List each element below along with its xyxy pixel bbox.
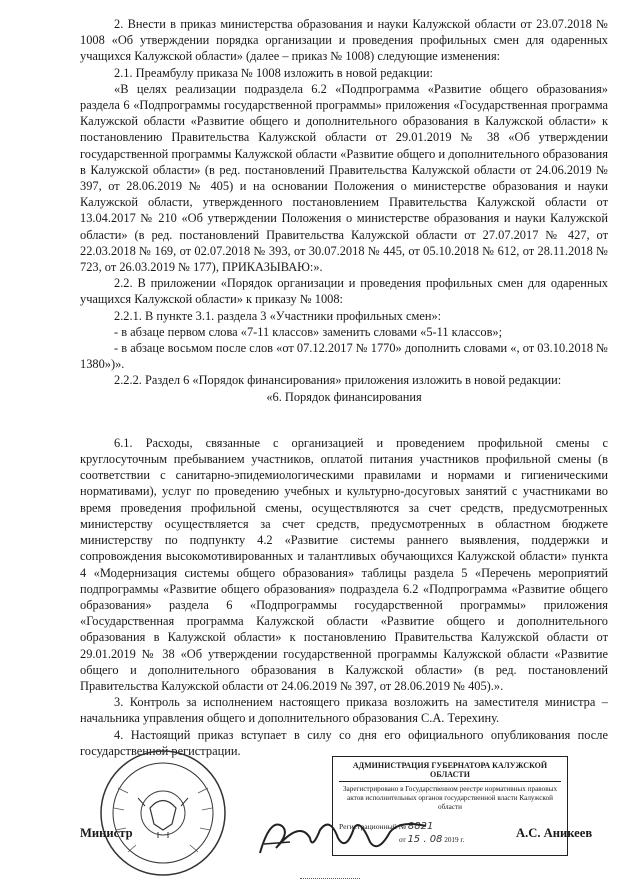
paragraph: 2. Внести в приказ министерства образования и науки Калужской области от 23.07.2018 № 1008 «Об утверждении порядка организации и проведения профильных смен для одаренных учащихся Калужской области» (далее – приказ № 1008) следующие изменения: [80, 17, 608, 64]
stamp-date-value: 15 . 08 [407, 834, 443, 845]
handwritten-signature [250, 808, 443, 868]
paragraph: - в абзаце первом слова «7-11 классов» заменить словами «5-11 классов»; [114, 324, 503, 339]
paragraph: «6. Порядок финансирования [266, 389, 422, 404]
stamp-date-prefix: от [399, 836, 406, 844]
stamp-body: Зарегистрировано в Государственном реестре нормативных правовых актов исполнительных органов государственной власти Калужской области [342, 785, 558, 811]
paragraph: 2.1. Преамбулу приказа № 1008 изложить в новой редакции: [114, 65, 433, 80]
paragraph-spacer [80, 405, 608, 435]
stamp-reg-number: 8821 [407, 821, 434, 832]
stamp-reg-label: Регистрационный № [339, 822, 406, 831]
paragraph: 2.2.1. В пункте 3.1. раздела 3 «Участники профильных смен»: [114, 308, 442, 323]
paragraph: «В целях реализации подраздела 6.2 «Подпрограмма «Развитие общего образования» раздела 6 «Подпрограммы государственной программы» приложения «Государственная программа Калужской области «Развитие общего и дополнительного образования в Калужской области» к постановлению Правительства Калужской области от 29.01.2019 № 38 «Об утверждении государственной программы Калужской области «Развитие общего и дополнительного образования в Калужской области» (в ред. постановлений Правительства Калужской области от 24.06.2019 № 397, от 28.06.2019 № 405) и на основании Положения о министерстве образования и науки Калужской области, утвержденного постановлением Правительства Калужской области от 13.04.2017 № 210 «Об утверждении Положения о министерстве образования и науки Калужской области» (в ред. постановлений Правительства Калужской области от 27.07.2017 № 427, от 22.03.2018 № 169, от 02.07.2018 № 393, от 30.07.2018 № 445, от 05.10.2018 № 612, от 28.11.2018 № 723, от 26.03.2019 № 177), ПРИКАЗЫВАЮ:». [80, 81, 608, 275]
paragraph: - в абзаце восьмом после слов «от 07.12.2017 № 1770» дополнить словами «, от 03.10.2018 № 1380»)». [80, 341, 608, 372]
document-body [80, 16, 608, 759]
official-seal [98, 748, 228, 878]
footer-divider [300, 878, 360, 879]
stamp-header: АДМИНИСТРАЦИЯ ГУБЕРНАТОРА КАЛУЖСКОЙ ОБЛАСТИ [339, 761, 561, 782]
stamp-date-year: 2019 г. [444, 836, 465, 844]
signer-name: А.С. Аникеев [516, 826, 593, 840]
paragraph: 4. Настоящий приказ вступает в силу со дня его официального опубликования после государственной регистрации. [80, 727, 608, 758]
signer-position: Министр [80, 826, 133, 840]
paragraph: 6.1. Расходы, связанные с организацией и проведением профильной смены с круглосуточным пребыванием участников, оплатой питания участников профильной смены (в соответствии с санитарно-эпидемиологическими правилами и нормами и гигиеническими нормативами), услуг по проведению учебных и культурно-досуговых занятий с участниками во время проведения профильной смены, осуществляются за счет средств, предусмотренных министерству осуществляется за счет средств, предусмотренных в областном бюджете министерству по подпункту 4.2 «Развитие системы раннего выявления, поддержки и сопровождения высокомотивированных и талантливых обучающихся Калужской области» пункта 4 «Модернизация системы общего образования» таблицы раздела 5 «Перечень мероприятий подпрограммы «Развитие общего образования» подраздела 6.2 «Подпрограмма «Развитие общего образования» раздела 6 «Подпрограммы государственной программы» приложения «Государственная программа Калужской области «Развитие общего и дополнительного образования в Калужской области» к постановлению Правительства Калужской области от 29.01.2019 № 38 «Об утверждении государственной программы Калужской области «Развитие общего и дополнительного образования в Калужской области» (в ред. постановлений Правительства Калужской области от 24.06.2019 № 397, от 28.06.2019 № 405).». [80, 435, 608, 693]
paragraph: 3. Контроль за исполнением настоящего приказа возложить на заместителя министра – начальника управления общего и дополнительного образования С.А. Терехину. [80, 695, 608, 726]
paragraph: 2.2. В приложении «Порядок организации и проведения профильных смен для одаренных учащихся Калужской области» к приказу № 1008: [80, 276, 608, 307]
paragraph: 2.2.2. Раздел 6 «Порядок финансирования» приложения изложить в новой редакции: [114, 373, 562, 388]
